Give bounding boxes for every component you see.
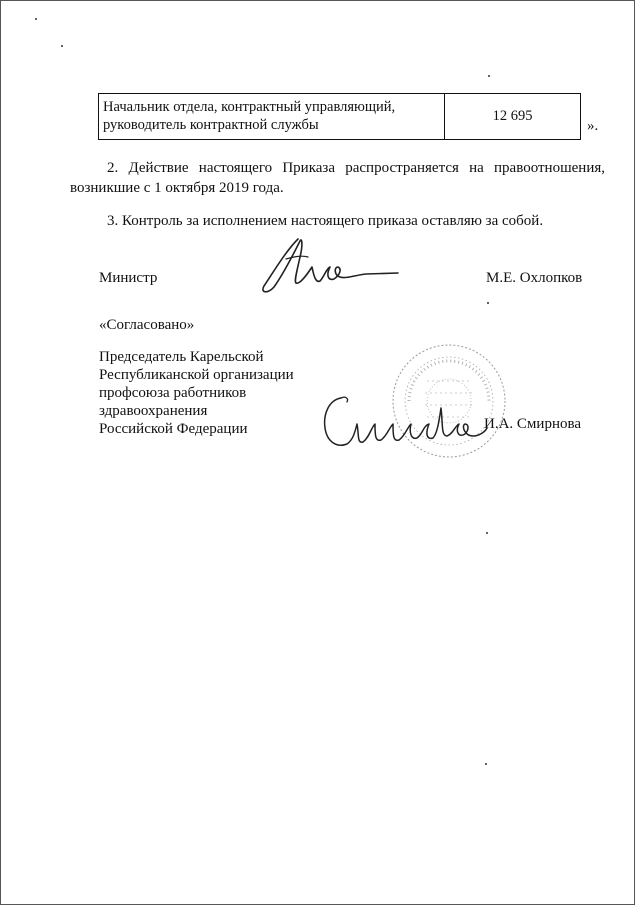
chair-title xyxy=(99,348,294,438)
agreed-label: «Согласовано» xyxy=(99,317,195,333)
chair-title-line: Российской Федерации xyxy=(99,421,248,437)
chair-title-line: здравоохранения xyxy=(99,403,208,419)
chair-title-line: Республиканской организации xyxy=(99,367,294,383)
salary-table xyxy=(98,93,581,140)
table-cell-position xyxy=(99,94,445,139)
salary-amount: 12 695 xyxy=(492,108,533,124)
scan-speck xyxy=(486,532,488,534)
chair-title-line: профсоюза работников xyxy=(99,385,247,401)
chair-signature xyxy=(319,384,489,456)
minister-name: М.Е. Охлопков xyxy=(486,270,583,286)
scan-speck xyxy=(487,302,489,304)
minister-signature xyxy=(256,231,401,296)
table-cell-amount xyxy=(445,94,580,139)
chair-name: И.А. Смирнова xyxy=(484,416,582,432)
chair-title-line: Председатель Карельской xyxy=(99,349,264,365)
paragraph-item-2: 2. Действие настоящего Приказа распространяется на правоотношения, возникшие с 1 октября 2019 года. xyxy=(70,160,605,196)
position-line-2: руководитель контрактной службы xyxy=(103,117,319,133)
scan-speck xyxy=(61,45,63,47)
closing-quote: ». xyxy=(587,118,599,134)
paragraph-item-3: 3. Контроль за исполнением настоящего приказа оставляю за собой. xyxy=(107,213,544,229)
minister-title: Министр xyxy=(99,270,158,286)
scan-speck xyxy=(485,763,487,765)
scan-speck xyxy=(488,75,490,77)
position-line-1: Начальник отдела, контрактный управляющий, xyxy=(103,99,396,115)
scan-speck xyxy=(35,18,37,20)
